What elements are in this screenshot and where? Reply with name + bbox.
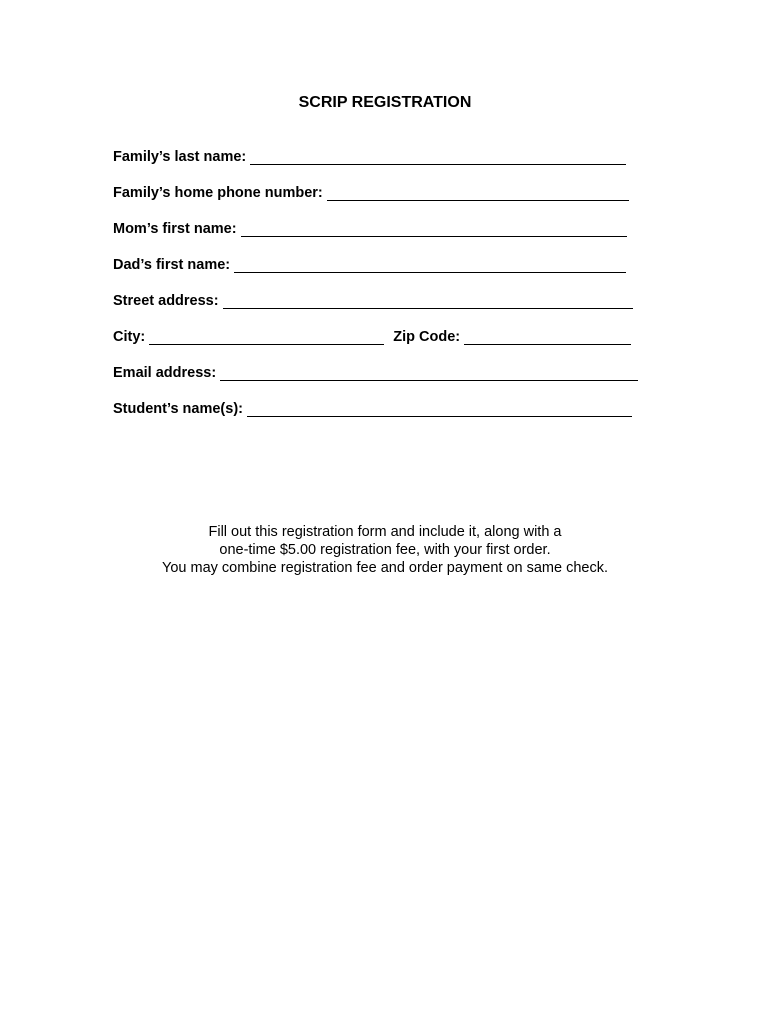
instructions-line: Fill out this registration form and include it, along with a bbox=[208, 524, 562, 540]
zip-code-field[interactable] bbox=[464, 330, 631, 345]
mom-first-name-label: Mom’s first name: bbox=[113, 221, 237, 237]
students-names-row bbox=[113, 397, 632, 417]
students-names-field[interactable] bbox=[247, 402, 632, 417]
home-phone-label: Family’s home phone number: bbox=[113, 185, 323, 201]
dad-first-name-field[interactable] bbox=[234, 258, 626, 273]
instructions-line: You may combine registration fee and order payment on same check. bbox=[162, 560, 608, 576]
home-phone-field[interactable] bbox=[327, 186, 629, 201]
instructions-line: one-time $5.00 registration fee, with your first order. bbox=[219, 542, 551, 558]
city-label: City: bbox=[113, 329, 146, 345]
email-address-label: Email address: bbox=[113, 365, 217, 381]
email-address-row bbox=[113, 361, 638, 381]
street-address-row bbox=[113, 289, 633, 309]
city-field[interactable] bbox=[149, 330, 384, 345]
email-address-field[interactable] bbox=[220, 366, 638, 381]
form-title: SCRIP REGISTRATION bbox=[298, 94, 472, 111]
street-address-label: Street address: bbox=[113, 293, 219, 309]
dad-first-name-row bbox=[113, 253, 626, 273]
home-phone-row bbox=[113, 181, 629, 201]
students-names-label: Student’s name(s): bbox=[113, 401, 243, 417]
mom-first-name-row bbox=[113, 217, 627, 237]
dad-first-name-label: Dad’s first name: bbox=[113, 257, 231, 273]
family-last-name-row bbox=[113, 145, 626, 165]
street-address-field[interactable] bbox=[223, 294, 633, 309]
family-last-name-field[interactable] bbox=[250, 150, 626, 165]
family-last-name-label: Family’s last name: bbox=[113, 149, 247, 165]
instructions-block bbox=[0, 523, 770, 577]
city-zip-row bbox=[113, 325, 631, 345]
mom-first-name-field[interactable] bbox=[241, 222, 627, 237]
zip-code-label: Zip Code: bbox=[393, 329, 461, 345]
